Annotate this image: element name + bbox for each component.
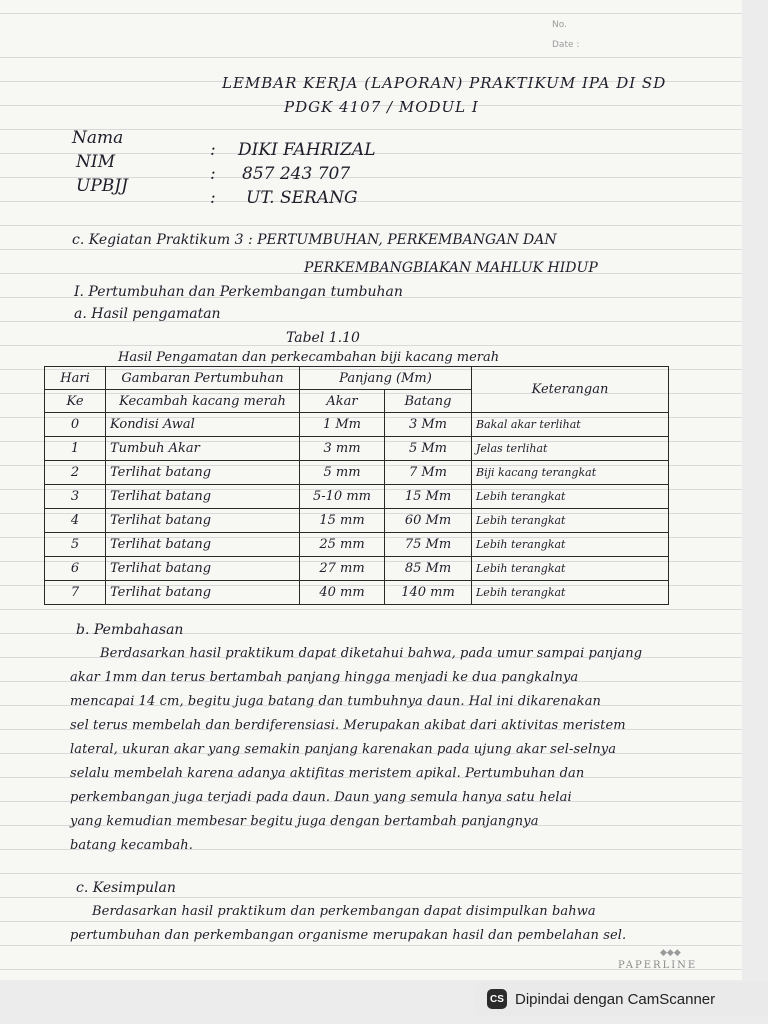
cell-akar: 1 Mm <box>300 413 385 437</box>
pembahasan-line: sel terus membelah dan berdiferensiasi. Merupakan akibat dari aktivitas meristem <box>70 718 626 733</box>
pembahasan-line: perkembangan juga terjadi pada daun. Daun yang semula hanya satu helai <box>70 790 572 805</box>
kesimpulan-heading: c. Kesimpulan <box>76 880 176 896</box>
cell-day: 4 <box>45 509 106 533</box>
header-ket: Keterangan <box>472 367 669 413</box>
cell-day: 3 <box>45 485 106 509</box>
pembahasan-line: selalu membelah karena adanya aktifitas meristem apikal. Pertumbuhan dan <box>70 766 585 781</box>
identity-colon: : <box>210 188 216 208</box>
cell-batang: 7 Mm <box>385 461 472 485</box>
cell-day: 6 <box>45 557 106 581</box>
cell-desc: Terlihat batang <box>106 581 300 605</box>
cell-batang: 140 mm <box>385 581 472 605</box>
cell-ket: Bakal akar terlihat <box>472 413 669 437</box>
cell-akar: 5 mm <box>300 461 385 485</box>
pembahasan-line: lateral, ukuran akar yang semakin panjang karenakan pada ujung akar sel-selnya <box>70 742 617 757</box>
activity-line-1: c. Kegiatan Praktikum 3 : PERTUMBUHAN, PERKEMBANGAN DAN <box>72 232 557 248</box>
table-title: Tabel 1.10 <box>286 330 360 346</box>
identity-colon: : <box>210 164 216 184</box>
cell-ket: Jelas terlihat <box>472 437 669 461</box>
cell-desc: Terlihat batang <box>106 485 300 509</box>
paperline-logo-icon: ◆◆◆ <box>660 948 681 958</box>
kesimpulan-line: pertumbuhan dan perkembangan organisme merupakan hasil dan pembelahan sel. <box>70 928 627 943</box>
table-row <box>45 581 669 605</box>
pembahasan-line: Berdasarkan hasil praktikum dapat diketahui bahwa, pada umur sampai panjang <box>100 646 643 661</box>
cell-desc: Tumbuh Akar <box>106 437 300 461</box>
cell-akar: 25 mm <box>300 533 385 557</box>
cell-day: 5 <box>45 533 106 557</box>
cell-ket: Lebih terangkat <box>472 533 669 557</box>
date-label: Date : <box>552 40 580 50</box>
pembahasan-heading: b. Pembahasan <box>76 622 184 638</box>
cell-desc: Terlihat batang <box>106 557 300 581</box>
cell-day: 7 <box>45 581 106 605</box>
identity-label-upbjj: UPBJJ <box>76 176 128 196</box>
pembahasan-line: batang kecambah. <box>70 838 193 853</box>
table-row <box>45 461 669 485</box>
cell-desc: Terlihat batang <box>106 509 300 533</box>
cell-batang: 3 Mm <box>385 413 472 437</box>
cell-batang: 60 Mm <box>385 509 472 533</box>
identity-colon: : <box>210 140 216 160</box>
table-row <box>45 413 669 437</box>
header-line-2: PDGK 4107 / MODUL I <box>284 98 479 116</box>
header-day-2: Ke <box>45 390 106 413</box>
section-heading-a: a. Hasil pengamatan <box>74 306 221 322</box>
table-row <box>45 533 669 557</box>
cell-ket: Lebih terangkat <box>472 557 669 581</box>
identity-label-name: Nama <box>72 128 124 148</box>
activity-line-2: PERKEMBANGBIAKAN MAHLUK HIDUP <box>304 260 598 276</box>
cell-day: 0 <box>45 413 106 437</box>
header-length: Panjang (Mm) <box>300 367 472 390</box>
table-row <box>45 485 669 509</box>
identity-value-nim: 857 243 707 <box>242 164 351 184</box>
cell-akar: 15 mm <box>300 509 385 533</box>
cell-day: 2 <box>45 461 106 485</box>
cell-ket: Biji kacang terangkat <box>472 461 669 485</box>
cell-batang: 75 Mm <box>385 533 472 557</box>
cell-akar: 3 mm <box>300 437 385 461</box>
pembahasan-line: akar 1mm dan terus bertambah panjang hingga menjadi ke dua pangkalnya <box>70 670 579 685</box>
cell-akar: 5-10 mm <box>300 485 385 509</box>
table-row <box>45 509 669 533</box>
table-header-row <box>45 367 669 390</box>
cell-akar: 40 mm <box>300 581 385 605</box>
table-row <box>45 557 669 581</box>
header-akar: Akar <box>300 390 385 413</box>
pembahasan-line: mencapai 14 cm, begitu juga batang dan tumbuhnya daun. Hal ini dikarenakan <box>70 694 602 709</box>
paperline-watermark: PAPERLINE <box>618 960 698 971</box>
identity-label-nim: NIM <box>76 152 115 172</box>
pembahasan-line: yang kemudian membesar begitu juga dengan bertambah panjangnya <box>70 814 539 829</box>
cell-ket: Lebih terangkat <box>472 581 669 605</box>
cell-batang: 85 Mm <box>385 557 472 581</box>
observation-table <box>44 366 669 605</box>
cell-batang: 15 Mm <box>385 485 472 509</box>
section-heading-i: I. Pertumbuhan dan Perkembangan tumbuhan <box>74 284 403 300</box>
cell-ket: Lebih terangkat <box>472 509 669 533</box>
header-desc: Gambaran Pertumbuhan <box>106 367 300 390</box>
cell-desc: Terlihat batang <box>106 533 300 557</box>
header-desc-2: Kecambah kacang merah <box>106 390 300 413</box>
table-caption: Hasil Pengamatan dan perkecambahan biji kacang merah <box>118 350 500 365</box>
camscanner-badge <box>475 982 768 1016</box>
cell-desc: Terlihat batang <box>106 461 300 485</box>
cell-day: 1 <box>45 437 106 461</box>
table-row <box>45 437 669 461</box>
kesimpulan-line: Berdasarkan hasil praktikum dan perkembangan dapat disimpulkan bahwa <box>92 904 596 919</box>
cell-batang: 5 Mm <box>385 437 472 461</box>
header-line-1: LEMBAR KERJA (LAPORAN) PRAKTIKUM IPA DI SD <box>222 74 667 92</box>
cell-desc: Kondisi Awal <box>106 413 300 437</box>
cell-ket: Lebih terangkat <box>472 485 669 509</box>
identity-value-name: DIKI FAHRIZAL <box>238 140 376 160</box>
identity-value-upbjj: UT. SERANG <box>246 188 358 208</box>
no-label: No. <box>552 20 567 30</box>
camscanner-logo-icon: CS <box>487 989 507 1009</box>
header-day: Hari <box>45 367 106 390</box>
cell-akar: 27 mm <box>300 557 385 581</box>
header-batang: Batang <box>385 390 472 413</box>
camscanner-text: Dipindai dengan CamScanner <box>515 990 716 1008</box>
